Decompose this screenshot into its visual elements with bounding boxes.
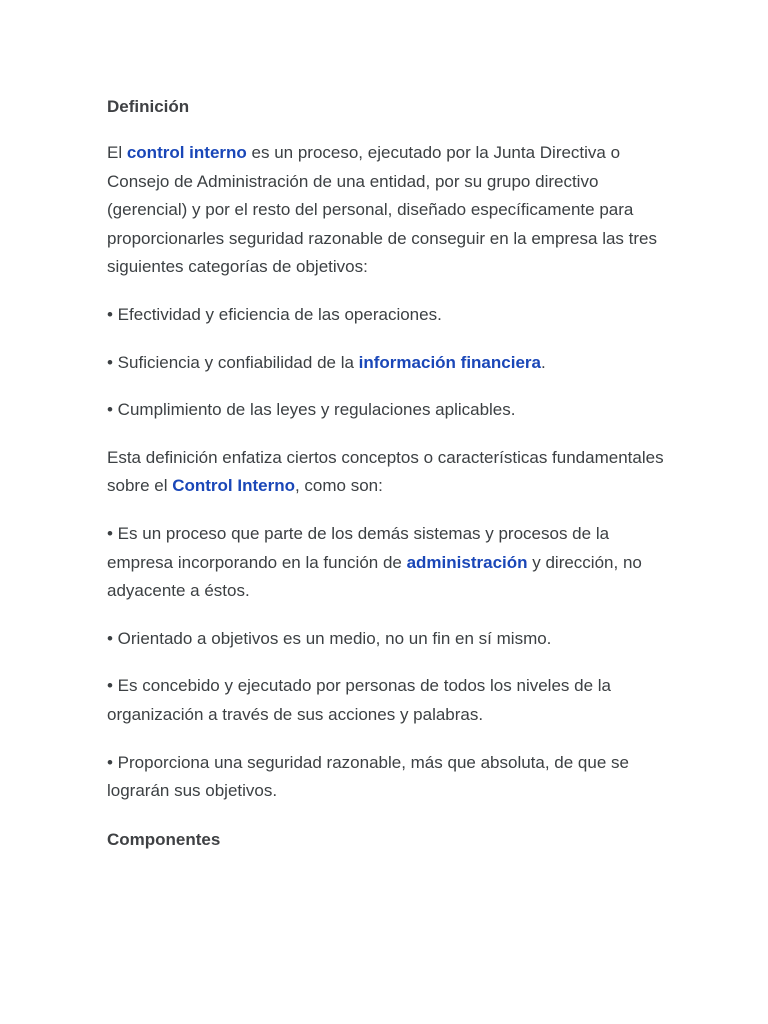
link-administracion[interactable]: administración (406, 552, 528, 572)
bullet-orientado: • Orientado a objetivos es un medio, no un fin en sí mismo. (107, 628, 552, 648)
text: , como son: (294, 476, 383, 496)
paragraph-enfasis (107, 444, 667, 501)
link-informacion-financiera[interactable]: información financiera (358, 352, 541, 372)
heading-definicion: Definición (107, 97, 190, 116)
link-control-interno[interactable]: control interno (126, 143, 247, 162)
paragraph-definition (107, 139, 667, 282)
bullet-suficiencia (107, 349, 667, 378)
text: El (107, 143, 127, 162)
bullet-seguridad: • Proporciona una seguridad razonable, más que absoluta, de que se lograrán sus objetivos. (107, 752, 629, 801)
text: • Suficiencia y confiabilidad de la (107, 352, 359, 372)
text: Esta definición enfatiza ciertos conceptos o características fundamentales sobre el (107, 447, 664, 496)
text: . (540, 352, 546, 372)
document-body (107, 92, 667, 854)
text: • Es un proceso que parte de los demás sistemas y procesos de la empresa incorporando en la función de (107, 523, 610, 572)
heading-componentes: Componentes (107, 829, 221, 849)
link-control-interno-2[interactable]: Control Interno (172, 476, 295, 496)
bullet-concebido: • Es concebido y ejecutado por personas de todos los niveles de la organización a través de sus acciones y palabras. (107, 676, 611, 724)
bullet-efectividad: • Efectividad y eficiencia de las operaciones. (107, 304, 442, 324)
text: es un proceso, ejecutado por la Junta Directiva o Consejo de Administración de una entidad, por su grupo directivo (gerencial) y por el resto del personal, diseñado específicamente para proporcionarles seguridad razonable de conseguir en la empresa las tres siguientes categorías de objetivos: (107, 143, 657, 277)
bullet-proceso (107, 520, 667, 606)
bullet-cumplimiento: • Cumplimiento de las leyes y regulaciones aplicables. (107, 400, 516, 420)
text: y dirección, no adyacente a éstos. (107, 552, 642, 601)
